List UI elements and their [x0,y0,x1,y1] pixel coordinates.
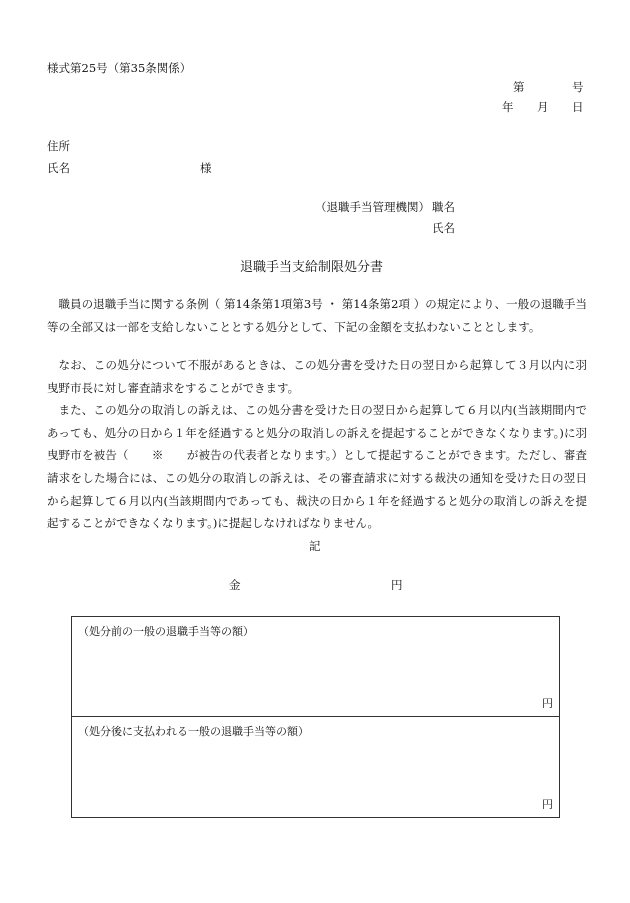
doc-number-go: 号 [572,80,584,94]
honorific: 様 [200,161,212,175]
amount-before-unit: 円 [542,697,553,710]
amount-before-label: （処分前の一般の退職手当等の額） [78,625,254,638]
amount-yen: 円 [391,578,403,592]
issuer-name-label: 氏名 [432,221,455,235]
issuer-position-label: 職名 [432,200,455,214]
issuer-agency: （退職手当管理機関） [315,200,430,214]
date-month: 月 [537,100,549,114]
date-day: 日 [572,100,584,114]
form-number: 様式第25号（第35条関係） [47,61,192,75]
address-label: 住所 [47,139,70,153]
amount-after-label: （処分後に支払われる一般の退職手当等の額） [78,725,309,738]
paragraph-lawsuit: また、この処分の取消しの訴えは、この処分書を受けた日の翌日から起算して６月以内(当該期間内であっても、処分の日から１年を経過すると処分の取消しの訴えを提起することができなくなります。)に羽曳野市を被告（ ※ が被告の代表者となります。）として提起することができます。ただし、審査請求をした場合には、この処分の取消しの訴えは、その審査請求に対する裁決の通知を受けた日の翌日から起算して６月以内(当該期間内であっても、裁決の日から１年を経過すると処分の取消しの訴えを提起することができなくなります。)に提起しなければなりません。 [47,403,587,531]
amount-after-box [71,716,560,818]
amount-before-box [71,616,560,717]
doc-number-dai: 第 [513,80,525,94]
paragraph-appeal: なお、この処分について不服があるときは、この処分書を受けた日の翌日から起算して３月以内に羽曳野市長に対し審査請求をすることができます。 [47,358,587,395]
amount-after-unit: 円 [542,798,553,811]
name-label: 氏名 [47,161,70,175]
amount-kin: 金 [229,578,241,592]
document-title: 退職手当支給制限処分書 [240,260,384,275]
body-paragraph-1 [47,293,587,338]
paragraph-statute: 職員の退職手当に関する条例（ 第14条第1項第3号 ・ 第14条第2項 ）の規定により、一般の退職手当等の全部又は一部を支給しないこととする処分として、下記の金額を支払わないこととします。 [47,297,587,334]
ki-heading: 記 [309,539,321,553]
body-paragraph-2 [47,354,587,535]
date-year: 年 [502,100,514,114]
